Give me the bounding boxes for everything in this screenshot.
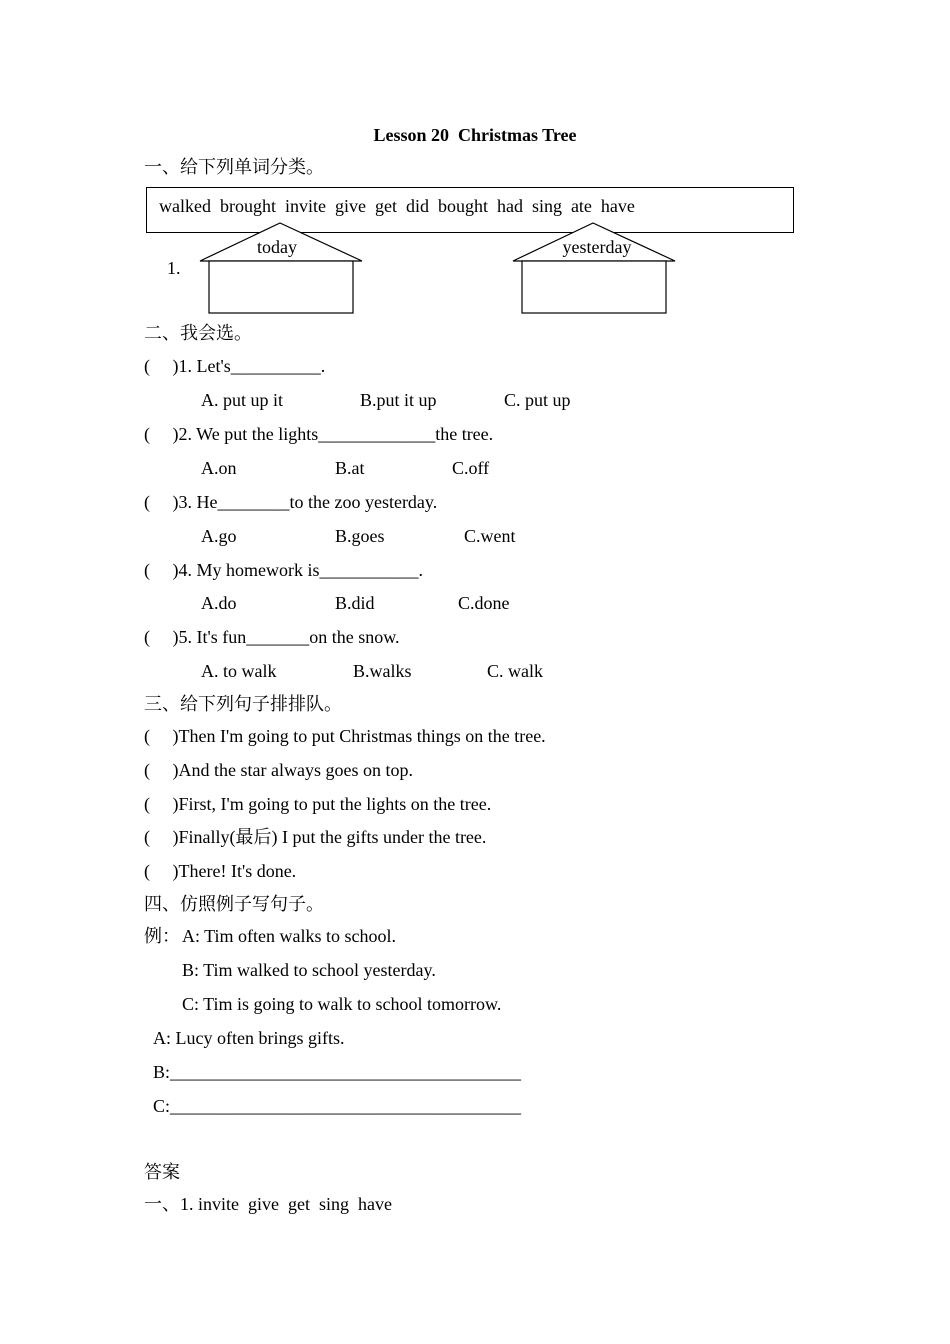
choice-3-option-b: B.goes — [335, 526, 385, 546]
section-1-heading: 一、给下列单词分类。 — [144, 157, 324, 177]
choice-5-option-b: B.walks — [353, 661, 412, 681]
house-yesterday-label: yesterday — [562, 237, 632, 257]
choice-3-option-c: C.went — [464, 526, 516, 546]
house-today-label: today — [257, 237, 297, 257]
section-2-heading: 二、我会选。 — [144, 323, 252, 343]
choice-5-option-c: C. walk — [487, 661, 543, 681]
choice-question-3: ( )3. He________to the zoo yesterday. — [144, 492, 438, 512]
choice-4-option-b: B.did — [335, 593, 375, 613]
exercise-a: A: Lucy often brings gifts. — [153, 1028, 345, 1048]
order-sentence-4: ( )Finally(最后) I put the gifts under the tree. — [144, 827, 487, 847]
order-sentence-2: ( )And the star always goes on top. — [144, 760, 413, 780]
choice-2-option-c: C.off — [452, 458, 490, 478]
classify-number: 1. — [167, 258, 181, 278]
choice-question-2: ( )2. We put the lights_____________the tree. — [144, 424, 494, 444]
word-list: walked brought invite give get did bought had sing ate have — [159, 196, 635, 216]
order-sentence-5: ( )There! It's done. — [144, 861, 297, 881]
choice-1-option-b: B.put it up — [360, 390, 437, 410]
example-a: A: Tim often walks to school. — [182, 926, 397, 946]
choice-2-option-b: B.at — [335, 458, 365, 478]
section-3-heading: 三、给下列句子排排队。 — [144, 694, 342, 714]
choice-4-option-c: C.done — [458, 593, 510, 613]
choice-question-4: ( )4. My homework is___________. — [144, 560, 423, 580]
choice-3-option-a: A.go — [201, 526, 237, 546]
page-title: Lesson 20 Christmas Tree — [373, 125, 577, 145]
exercise-b-blank: B:_______________________________________ — [153, 1062, 522, 1082]
answers-line-1: 一、1. invite give get sing have — [144, 1194, 392, 1214]
choice-1-option-c: C. put up — [504, 390, 571, 410]
order-sentence-1: ( )Then I'm going to put Christmas things on the tree. — [144, 726, 546, 746]
order-sentence-3: ( )First, I'm going to put the lights on the tree. — [144, 794, 492, 814]
choice-question-5: ( )5. It's fun_______on the snow. — [144, 627, 400, 647]
section-4-heading: 四、仿照例子写句子。 — [144, 894, 324, 914]
answers-heading: 答案 — [144, 1162, 180, 1182]
example-b: B: Tim walked to school yesterday. — [182, 960, 436, 980]
choice-4-option-a: A.do — [201, 593, 237, 613]
choice-5-option-a: A. to walk — [201, 661, 277, 681]
choice-1-option-a: A. put up it — [201, 390, 284, 410]
example-label: 例： — [144, 926, 180, 946]
example-c: C: Tim is going to walk to school tomorrow. — [182, 994, 502, 1014]
exercise-c-blank: C:_______________________________________ — [153, 1096, 522, 1116]
choice-question-1: ( )1. Let's__________. — [144, 356, 326, 376]
choice-2-option-a: A.on — [201, 458, 237, 478]
